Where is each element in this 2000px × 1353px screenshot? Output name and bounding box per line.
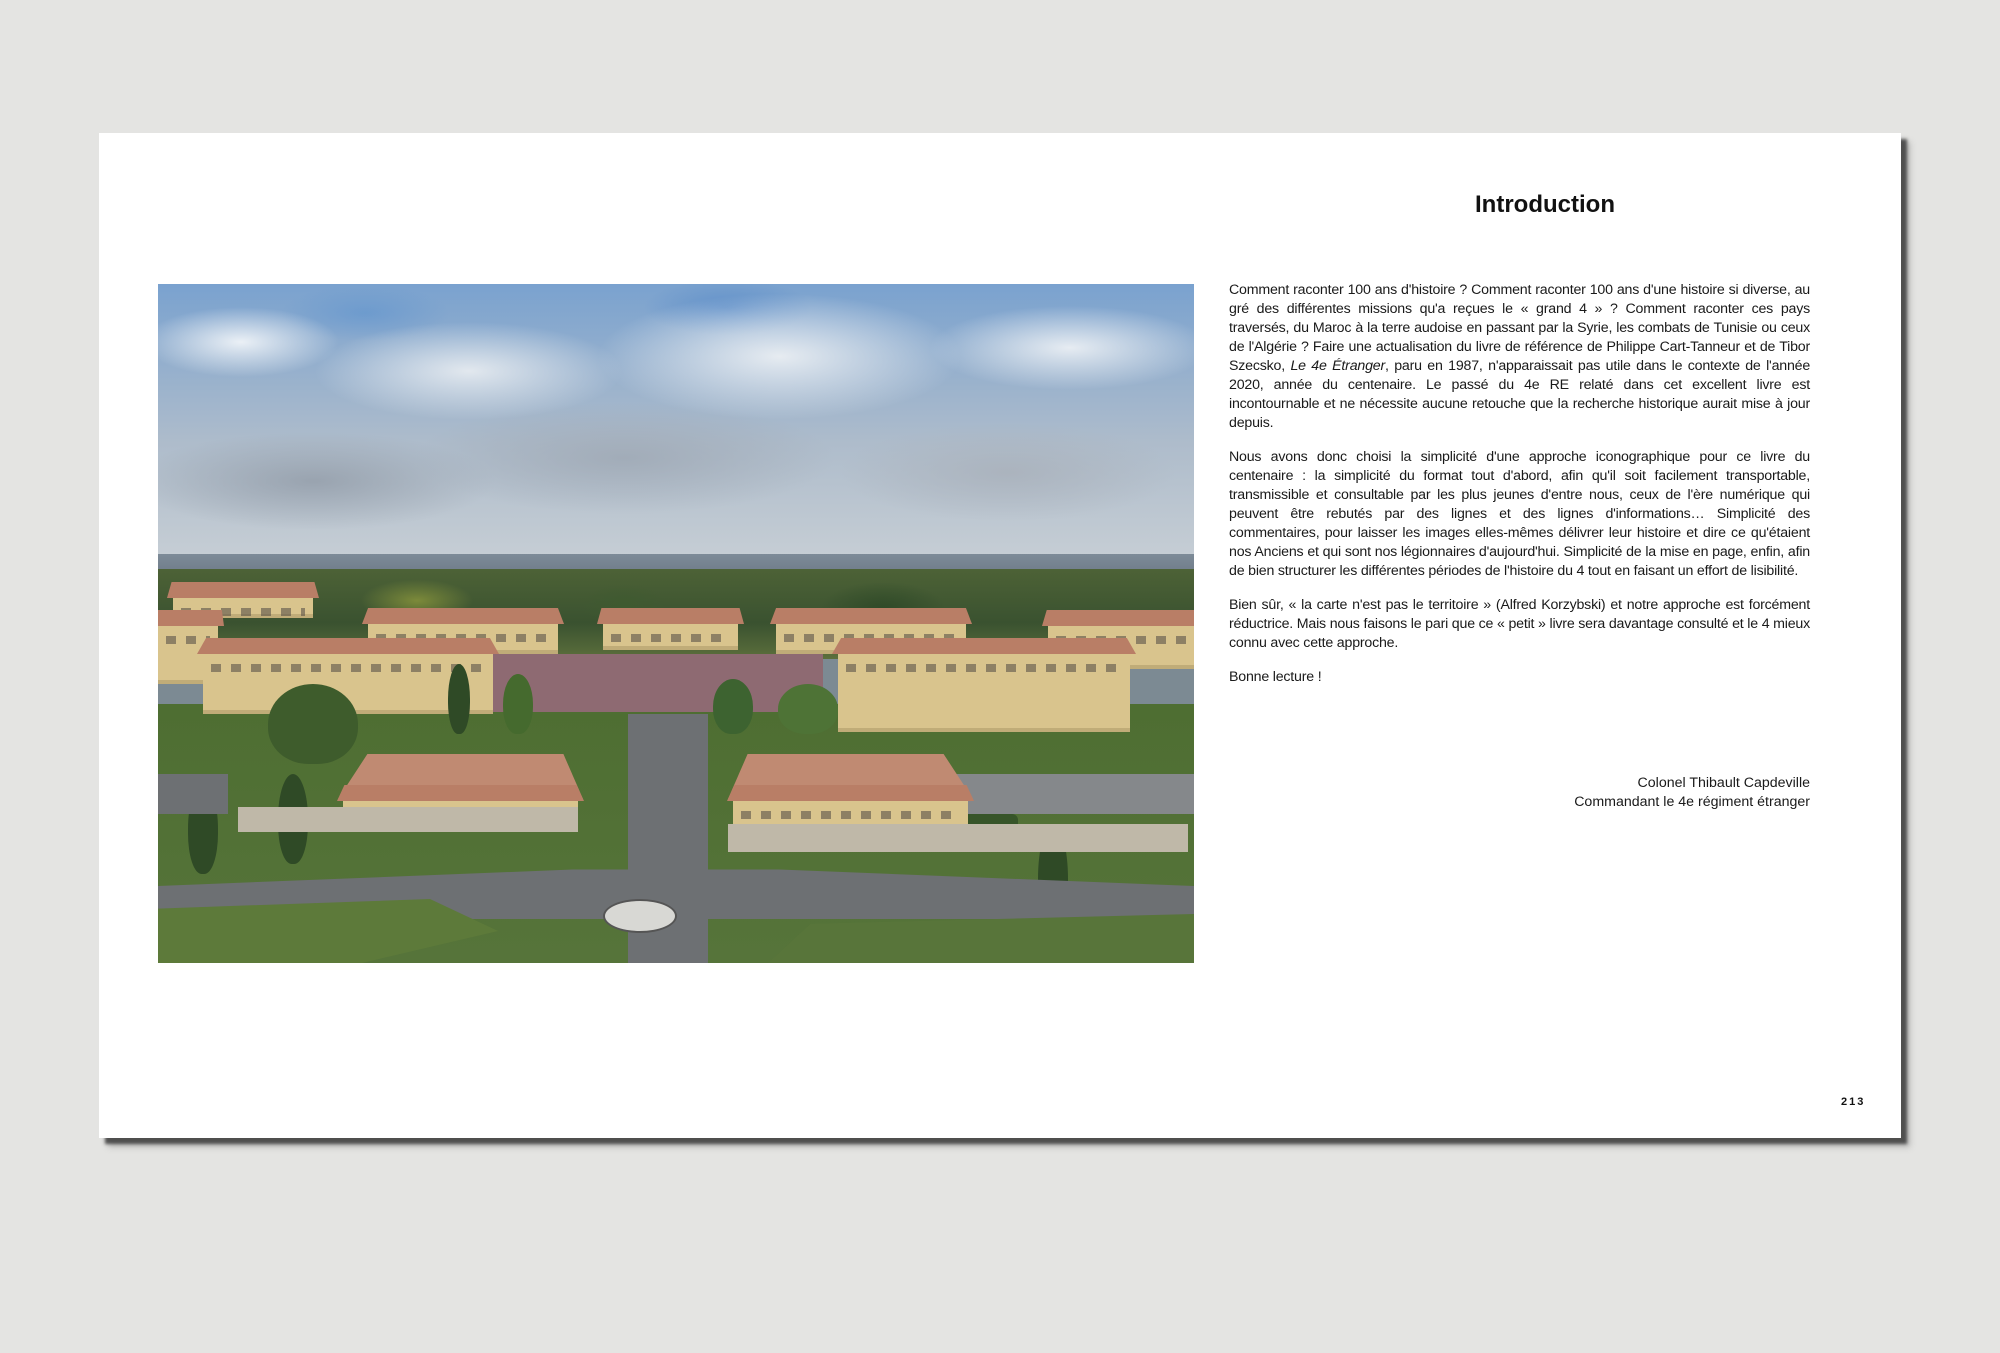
- page-number: 213: [1841, 1096, 1866, 1108]
- barracks-aerial-photo: [158, 284, 1194, 963]
- roundabout: [603, 899, 677, 933]
- introduction-text: [1229, 281, 1810, 702]
- paragraph-1: [1229, 281, 1810, 433]
- paragraph-1-text-end: , paru en 1987, n'apparaissait pas utile dans le contexte de l'année 2020, année du centenaire. Le passé du 4e RE relaté dans cet excellent livre est incontournable et ne nécessite aucune retouche que la recherche historique aurait mise à jour depuis.: [1229, 358, 1811, 431]
- building: [603, 622, 738, 650]
- paragraph-3: Bien sûr, « la carte n'est pas le territoire » (Alfred Korzybski) et notre approche est forcément réductrice. Mais nous faisons le pari que ce « petit » livre sera davantage consulté et le 4 mieux connu avec cette approche.: [1229, 597, 1810, 651]
- parking: [938, 774, 1194, 814]
- signature-name: Colonel Thibault Capdeville: [1637, 775, 1810, 791]
- signature-role: Commandant le 4e régiment étranger: [1574, 794, 1810, 810]
- building: [838, 652, 1130, 732]
- tree: [448, 664, 470, 734]
- parade-ground: [493, 654, 823, 712]
- book-page: [99, 133, 1901, 1138]
- signature: [1399, 774, 1810, 812]
- paragraph-2: Nous avons donc choisi la simplicité d'une approche iconographique pour ce livre du centenaire : la simplicité du format tout d'abord, afin qu'il soit facilement transportable, transmissible et consultable par les plus jeunes d'entre nous, ceux de l'ère numérique qui peuvent être rebutés par des lignes et des lignes d'informations… Simplicité des commentaires, pour laisser les images elles-mêmes délivrer leur histoire et dire ce qu'étaient nos Anciens et qui sont nos légionnaires d'aujourd'hui. Simplicité de la mise en page, enfin, afin de bien structurer les différentes périodes de l'histoire du 4 tout en faisant un effort de lisibilité.: [1229, 449, 1810, 579]
- perimeter-wall: [728, 824, 1188, 852]
- sky: [158, 284, 1194, 574]
- paragraph-1-text: Comment raconter 100 ans d'histoire ? Comment raconter 100 ans d'une histoire si diverse, au gré des différentes missions qu'a reçues le « grand 4 » ? Comment raconter ces pays traversés, du Maroc à la terre audoise en passant par la Syrie, les combats de Tunisie ou ceux de l'Algérie ? Faire une actualisation du livre de référence de Philippe Cart-Tanneur et de Tibor Szecsko,: [1229, 282, 1810, 374]
- side-road: [158, 774, 228, 814]
- paragraph-4: Bonne lecture !: [1229, 669, 1322, 685]
- tree: [268, 684, 358, 764]
- tree: [713, 679, 753, 734]
- tree: [503, 674, 533, 734]
- book-title: Le 4e Étranger: [1290, 358, 1385, 374]
- page-title: Introduction: [1475, 191, 1615, 218]
- perimeter-wall: [238, 807, 578, 832]
- tree: [778, 684, 838, 734]
